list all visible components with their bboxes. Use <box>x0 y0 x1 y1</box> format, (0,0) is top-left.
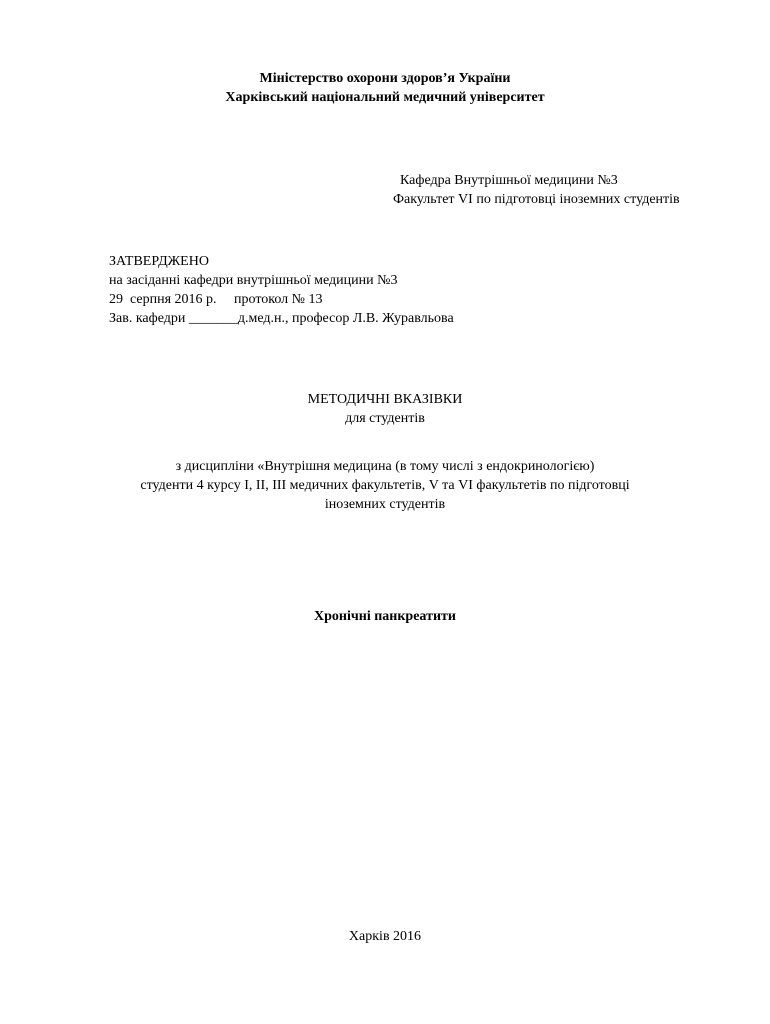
topic-block <box>0 607 770 626</box>
place-year: Харків 2016 <box>348 929 422 944</box>
department-block <box>393 171 680 209</box>
discipline-line-1: з дисципліни «Внутрішня медицина (в тому числі з ендокринологією) <box>175 459 595 474</box>
ministry-name: Міністерство охорони здоров’я України <box>259 71 511 86</box>
discipline-line-3: іноземних студентів <box>324 497 446 512</box>
department-chair: Кафедра Внутрішньої медицини №3 <box>400 173 618 188</box>
document-type-audience: для студентів <box>345 411 425 426</box>
university-name: Харківський національний медичний університет <box>225 90 545 105</box>
approval-head: Зав. кафедри _______д.мед.н., професор Л.В. Журавльова <box>109 311 454 326</box>
approval-meeting: на засіданні кафедри внутрішньої медицини №3 <box>109 273 398 288</box>
approval-date-protocol: 29 серпня 2016 р. протокол № 13 <box>109 292 323 307</box>
department-faculty: Факультет VI по підготовці іноземних студентів <box>393 192 680 207</box>
approval-title: ЗАТВЕРДЖЕНО <box>109 254 209 269</box>
approval-block <box>109 252 454 328</box>
title-header <box>0 69 770 107</box>
document-type-block <box>0 390 770 428</box>
discipline-block <box>0 457 770 514</box>
topic-title: Хронічні панкреатити <box>314 609 456 624</box>
footer-block <box>0 927 770 946</box>
discipline-line-2: студенти 4 курсу I, II, III медичних факультетів, V та VI факультетів по підготовці <box>140 478 630 493</box>
document-type-title: МЕТОДИЧНІ ВКАЗІВКИ <box>307 392 463 407</box>
